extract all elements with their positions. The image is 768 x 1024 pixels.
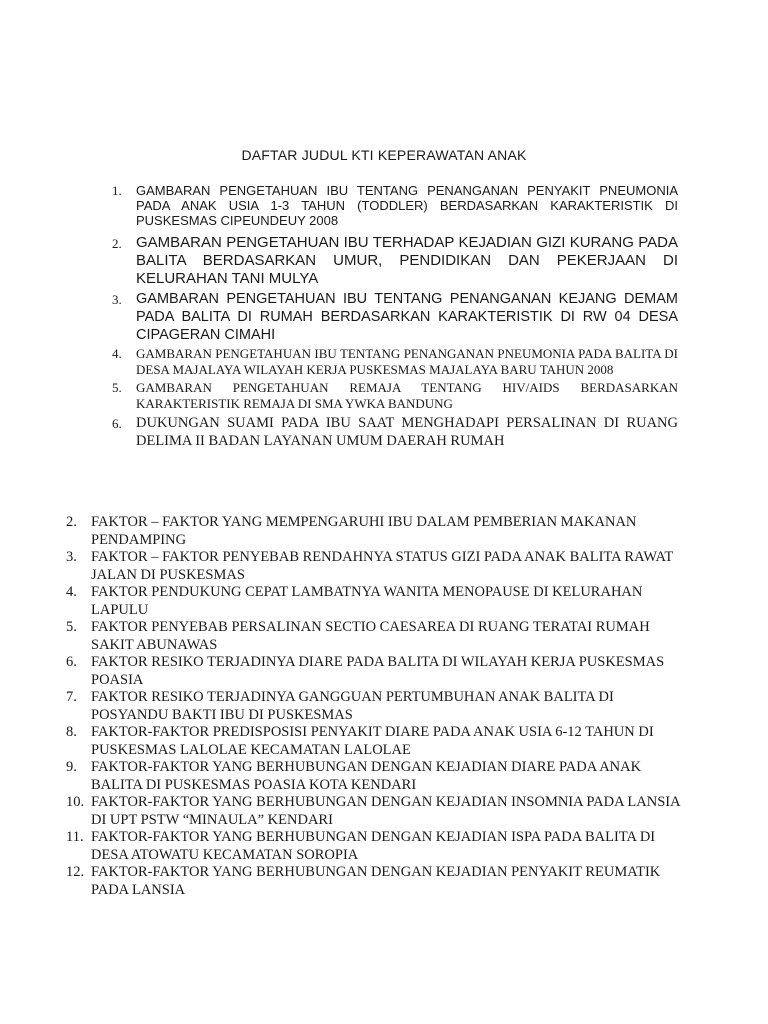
kti-title-list-secondary xyxy=(66,514,686,899)
list-item xyxy=(112,290,678,344)
list-item-number: 2. xyxy=(66,514,77,530)
list-item-number: 4. xyxy=(66,584,77,600)
document-title: DAFTAR JUDUL KTI KEPERAWATAN ANAK xyxy=(241,147,527,163)
list-item-number: 8. xyxy=(66,724,77,740)
list-item xyxy=(66,829,686,864)
kti-title-list-primary xyxy=(112,183,678,450)
list-item-number: 5. xyxy=(112,380,122,395)
list-item xyxy=(66,549,686,584)
list-item xyxy=(66,864,686,899)
list-item-text: GAMBARAN PENGETAHUAN IBU TERHADAP KEJADIAN GIZI KURANG PADA BALITA BERDASARKAN UMUR, PENDIDIKAN DAN PEKERJAAN DI KELURAHAN TANI MULYA xyxy=(136,234,678,287)
list-item-number: 10. xyxy=(66,794,85,810)
list-item xyxy=(66,689,686,724)
list-item-text: FAKTOR-FAKTOR YANG BERHUBUNGAN DENGAN KEJADIAN ISPA PADA BALITA DI DESA ATOWATU KECAMATAN SOROPIA xyxy=(91,829,656,863)
list-item-text: FAKTOR RESIKO TERJADINYA DIARE PADA BALITA DI WILAYAH KERJA PUSKESMAS POASIA xyxy=(91,654,665,688)
list-item xyxy=(66,514,686,549)
list-item-number: 2. xyxy=(112,236,122,251)
list-item-number: 12. xyxy=(66,864,85,880)
list-item-text: FAKTOR – FAKTOR PENYEBAB RENDAHNYA STATUS GIZI PADA ANAK BALITA RAWAT JALAN DI PUSKESMAS xyxy=(91,549,673,583)
list-item-number: 6. xyxy=(66,654,77,670)
list-item xyxy=(66,619,686,654)
list-item-text: FAKTOR-FAKTOR PREDISPOSISI PENYAKIT DIARE PADA ANAK USIA 6-12 TAHUN DI PUSKESMAS LALOLAE KECAMATAN LALOLAE xyxy=(91,724,654,758)
list-item-text: GAMBARAN PENGETAHUAN IBU TENTANG PENANGANAN KEJANG DEMAM PADA BALITA DI RUMAH BERDASARKAN KARAKTERISTIK DI RW 04 DESA CIPAGERAN CIMAHI xyxy=(136,291,678,343)
list-item-text: GAMBARAN PENGETAHUAN REMAJA TENTANG HIV/AIDS BERDASARKAN KARAKTERISTIK REMAJA DI SMA YWKA BANDUNG xyxy=(136,380,678,411)
list-item xyxy=(112,346,678,378)
list-item-text: FAKTOR-FAKTOR YANG BERHUBUNGAN DENGAN KEJADIAN INSOMNIA PADA LANSIA DI UPT PSTW “MINAULA” KENDARI xyxy=(91,794,680,828)
list-item-text: FAKTOR PENDUKUNG CEPAT LAMBATNYA WANITA MENOPAUSE DI KELURAHAN LAPULU xyxy=(91,584,643,618)
list-item xyxy=(66,584,686,619)
list-item xyxy=(66,724,686,759)
list-item-number: 6. xyxy=(112,416,122,431)
list-item-number: 4. xyxy=(112,346,122,361)
list-item-text: FAKTOR – FAKTOR YANG MEMPENGARUHI IBU DALAM PEMBERIAN MAKANAN PENDAMPING xyxy=(91,514,637,548)
list-item xyxy=(112,234,678,288)
list-item-number: 3. xyxy=(112,292,122,307)
list-item xyxy=(66,794,686,829)
list-item-number: 11. xyxy=(66,829,84,845)
list-item xyxy=(112,380,678,412)
list-item xyxy=(112,183,678,228)
list-item-number: 5. xyxy=(66,619,77,635)
list-item-number: 3. xyxy=(66,549,77,565)
list-item-text: FAKTOR RESIKO TERJADINYA GANGGUAN PERTUMBUHAN ANAK BALITA DI POSYANDU BAKTI IBU DI PUSKESMAS xyxy=(91,689,614,723)
list-item-text: DUKUNGAN SUAMI PADA IBU SAAT MENGHADAPI PERSALINAN DI RUANG DELIMA II BADAN LAYANAN UMUM DAERAH RUMAH xyxy=(136,415,678,449)
list-item xyxy=(66,654,686,689)
list-item-number: 1. xyxy=(112,183,122,198)
list-item-text: FAKTOR-FAKTOR YANG BERHUBUNGAN DENGAN KEJADIAN PENYAKIT REUMATIK PADA LANSIA xyxy=(91,864,661,898)
list-item-number: 7. xyxy=(66,689,77,705)
list-item xyxy=(66,759,686,794)
list-item-number: 9. xyxy=(66,759,77,775)
list-item-text: FAKTOR-FAKTOR YANG BERHUBUNGAN DENGAN KEJADIAN DIARE PADA ANAK BALITA DI PUSKESMAS POASIA KOTA KENDARI xyxy=(91,759,642,793)
list-item-text: GAMBARAN PENGETAHUAN IBU TENTANG PENANGANAN PNEUMONIA PADA BALITA DI DESA MAJALAYA WILAYAH KERJA PUSKESMAS MAJALAYA BARU TAHUN 2008 xyxy=(136,346,678,377)
list-item-text: FAKTOR PENYEBAB PERSALINAN SECTIO CAESAREA DI RUANG TERATAI RUMAH SAKIT ABUNAWAS xyxy=(91,619,650,653)
list-item xyxy=(112,414,678,450)
list-item-text: GAMBARAN PENGETAHUAN IBU TENTANG PENANGANAN PENYAKIT PNEUMONIA PADA ANAK USIA 1-3 TAHUN (TODDLER) BERDASARKAN KARAKTERISTIK DI PUSKESMAS CIPEUNDEUY 2008 xyxy=(136,183,678,228)
